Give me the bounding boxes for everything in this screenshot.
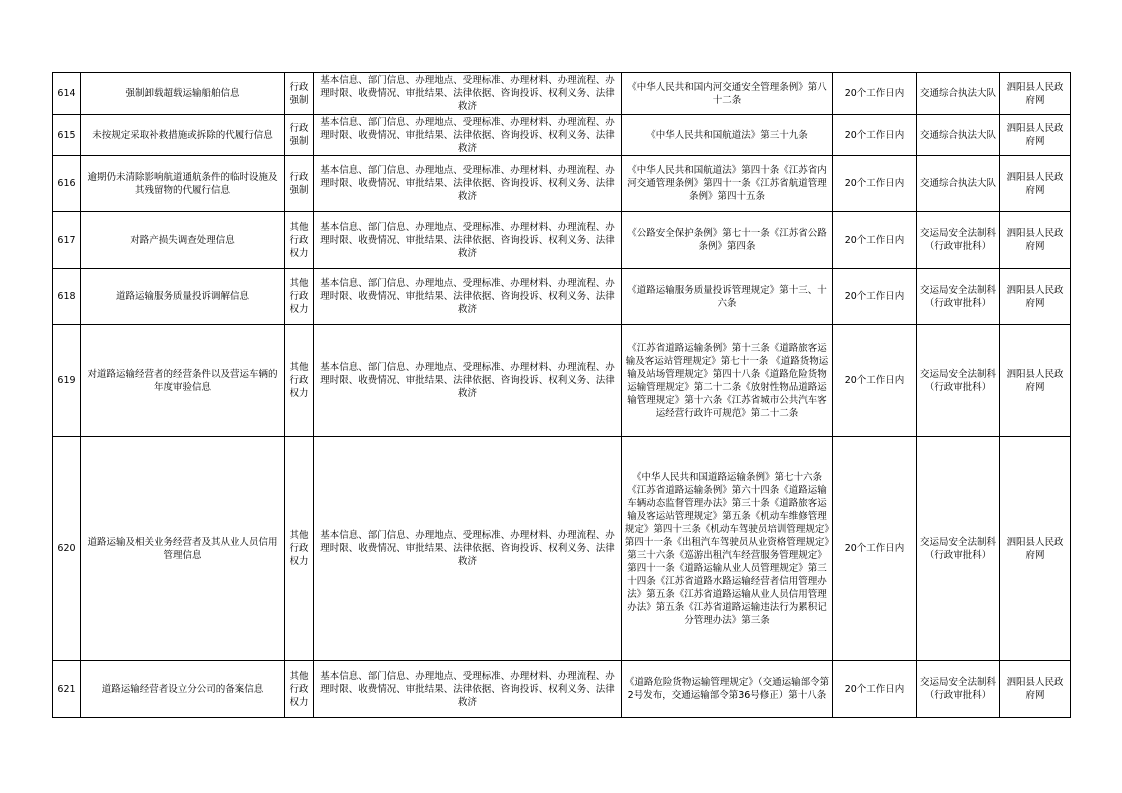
responsible-department: 交运局安全法制科（行政审批科） [917,269,1000,325]
time-limit: 20个工作日内 [833,115,917,156]
disclosure-content: 基本信息、部门信息、办理地点、受理标准、办理材料、办理流程、办理时限、收费情况、审批结果、法律依据、咨询投诉、权利义务、法律救济 [314,212,622,269]
time-limit: 20个工作日内 [833,325,917,437]
disclosure-channel: 泗阳县人民政府网 [1000,156,1071,212]
legal-basis: 《中华人民共和国内河交通安全管理条例》第八十二条 [622,73,833,115]
item-number: 617 [53,212,81,269]
disclosure-channel: 泗阳县人民政府网 [1000,325,1071,437]
responsible-department: 交运局安全法制科（行政审批科） [917,212,1000,269]
time-limit: 20个工作日内 [833,661,917,718]
item-name: 对路产损失调查处理信息 [81,212,285,269]
legal-basis: 《公路安全保护条例》第七十一条《江苏省公路条例》第四条 [622,212,833,269]
time-limit: 20个工作日内 [833,212,917,269]
legal-basis: 《道路运输服务质量投诉管理规定》第十三、十六条 [622,269,833,325]
table-row [53,73,1071,115]
responsible-department: 交通综合执法大队 [917,156,1000,212]
power-category: 其他行政权力 [285,269,314,325]
responsible-department: 交运局安全法制科（行政审批科） [917,661,1000,718]
legal-basis: 《道路危险货物运输管理规定》（交通运输部令第2号发布，交通运输部令第36号修正）第十八条 [622,661,833,718]
power-category: 行政强制 [285,156,314,212]
time-limit: 20个工作日内 [833,437,917,661]
power-category: 其他行政权力 [285,325,314,437]
disclosure-channel: 泗阳县人民政府网 [1000,212,1071,269]
time-limit: 20个工作日内 [833,269,917,325]
disclosure-channel: 泗阳县人民政府网 [1000,73,1071,115]
item-number: 619 [53,325,81,437]
item-name: 未按规定采取补救措施或拆除的代履行信息 [81,115,285,156]
power-category: 行政强制 [285,73,314,115]
disclosure-content: 基本信息、部门信息、办理地点、受理标准、办理材料、办理流程、办理时限、收费情况、审批结果、法律依据、咨询投诉、权利义务、法律救济 [314,115,622,156]
power-category: 其他行政权力 [285,437,314,661]
power-category: 其他行政权力 [285,212,314,269]
item-number: 621 [53,661,81,718]
item-number: 618 [53,269,81,325]
legal-basis: 《中华人民共和国道路运输条例》第七十六条《江苏省道路运输条例》第六十四条《道路运输车辆动态监督管理办法》第三十条《道路旅客运输及客运站管理规定》第五条《机动车维修管理规定》第四十三条《机动车驾驶员培训管理规定》第四十一条《出租汽车驾驶员从业资格管理规定》第三十六条《巡游出租汽车经营服务管理规定》第四十一条《道路运输从业人员管理规定》第三十四条《江苏省道路水路运输经营者信用管理办法》第五条《江苏省道路运输从业人员信用管理办法》第五条《江苏省道路运输违法行为累积记分管理办法》第三条 [622,437,833,661]
disclosure-channel: 泗阳县人民政府网 [1000,437,1071,661]
item-number: 614 [53,73,81,115]
item-name: 道路运输及相关业务经营者及其从业人员信用管理信息 [81,437,285,661]
disclosure-channel: 泗阳县人民政府网 [1000,661,1071,718]
disclosure-content: 基本信息、部门信息、办理地点、受理标准、办理材料、办理流程、办理时限、收费情况、审批结果、法律依据、咨询投诉、权利义务、法律救济 [314,661,622,718]
item-name: 对道路运输经营者的经营条件以及营运车辆的年度审验信息 [81,325,285,437]
table-row [53,437,1071,661]
item-number: 615 [53,115,81,156]
power-category: 行政强制 [285,115,314,156]
disclosure-content: 基本信息、部门信息、办理地点、受理标准、办理材料、办理流程、办理时限、收费情况、审批结果、法律依据、咨询投诉、权利义务、法律救济 [314,156,622,212]
power-category: 其他行政权力 [285,661,314,718]
disclosure-content: 基本信息、部门信息、办理地点、受理标准、办理材料、办理流程、办理时限、收费情况、审批结果、法律依据、咨询投诉、权利义务、法律救济 [314,73,622,115]
item-number: 620 [53,437,81,661]
item-name: 道路运输经营者设立分公司的备案信息 [81,661,285,718]
disclosure-table [52,72,1071,718]
table-row [53,269,1071,325]
responsible-department: 交运局安全法制科（行政审批科） [917,437,1000,661]
table-row [53,661,1071,718]
disclosure-channel: 泗阳县人民政府网 [1000,269,1071,325]
responsible-department: 交运局安全法制科（行政审批科） [917,325,1000,437]
table-row [53,115,1071,156]
item-number: 616 [53,156,81,212]
time-limit: 20个工作日内 [833,73,917,115]
responsible-department: 交通综合执法大队 [917,73,1000,115]
item-name: 逾期仍未清除影响航道通航条件的临时设施及其残留物的代履行信息 [81,156,285,212]
item-name: 强制卸载超载运输船舶信息 [81,73,285,115]
legal-basis: 《中华人民共和国航道法》第四十条《江苏省内河交通管理条例》第四十一条《江苏省航道管理条例》第四十五条 [622,156,833,212]
item-name: 道路运输服务质量投诉调解信息 [81,269,285,325]
disclosure-channel: 泗阳县人民政府网 [1000,115,1071,156]
disclosure-content: 基本信息、部门信息、办理地点、受理标准、办理材料、办理流程、办理时限、收费情况、审批结果、法律依据、咨询投诉、权利义务、法律救济 [314,325,622,437]
table-row [53,325,1071,437]
table-row [53,212,1071,269]
disclosure-content: 基本信息、部门信息、办理地点、受理标准、办理材料、办理流程、办理时限、收费情况、审批结果、法律依据、咨询投诉、权利义务、法律救济 [314,269,622,325]
disclosure-content: 基本信息、部门信息、办理地点、受理标准、办理材料、办理流程、办理时限、收费情况、审批结果、法律依据、咨询投诉、权利义务、法律救济 [314,437,622,661]
time-limit: 20个工作日内 [833,156,917,212]
responsible-department: 交通综合执法大队 [917,115,1000,156]
legal-basis: 《中华人民共和国航道法》第三十九条 [622,115,833,156]
table-row [53,156,1071,212]
legal-basis: 《江苏省道路运输条例》第十三条《道路旅客运输及客运站管理规定》第七十一条 《道路货物运输及站场管理规定》第四十八条《道路危险货物运输管理规定》第二十二条《放射性物品道路运输管理规定》第十六条《江苏省城市公共汽车客运经营行政许可规范》第二十二条 [622,325,833,437]
